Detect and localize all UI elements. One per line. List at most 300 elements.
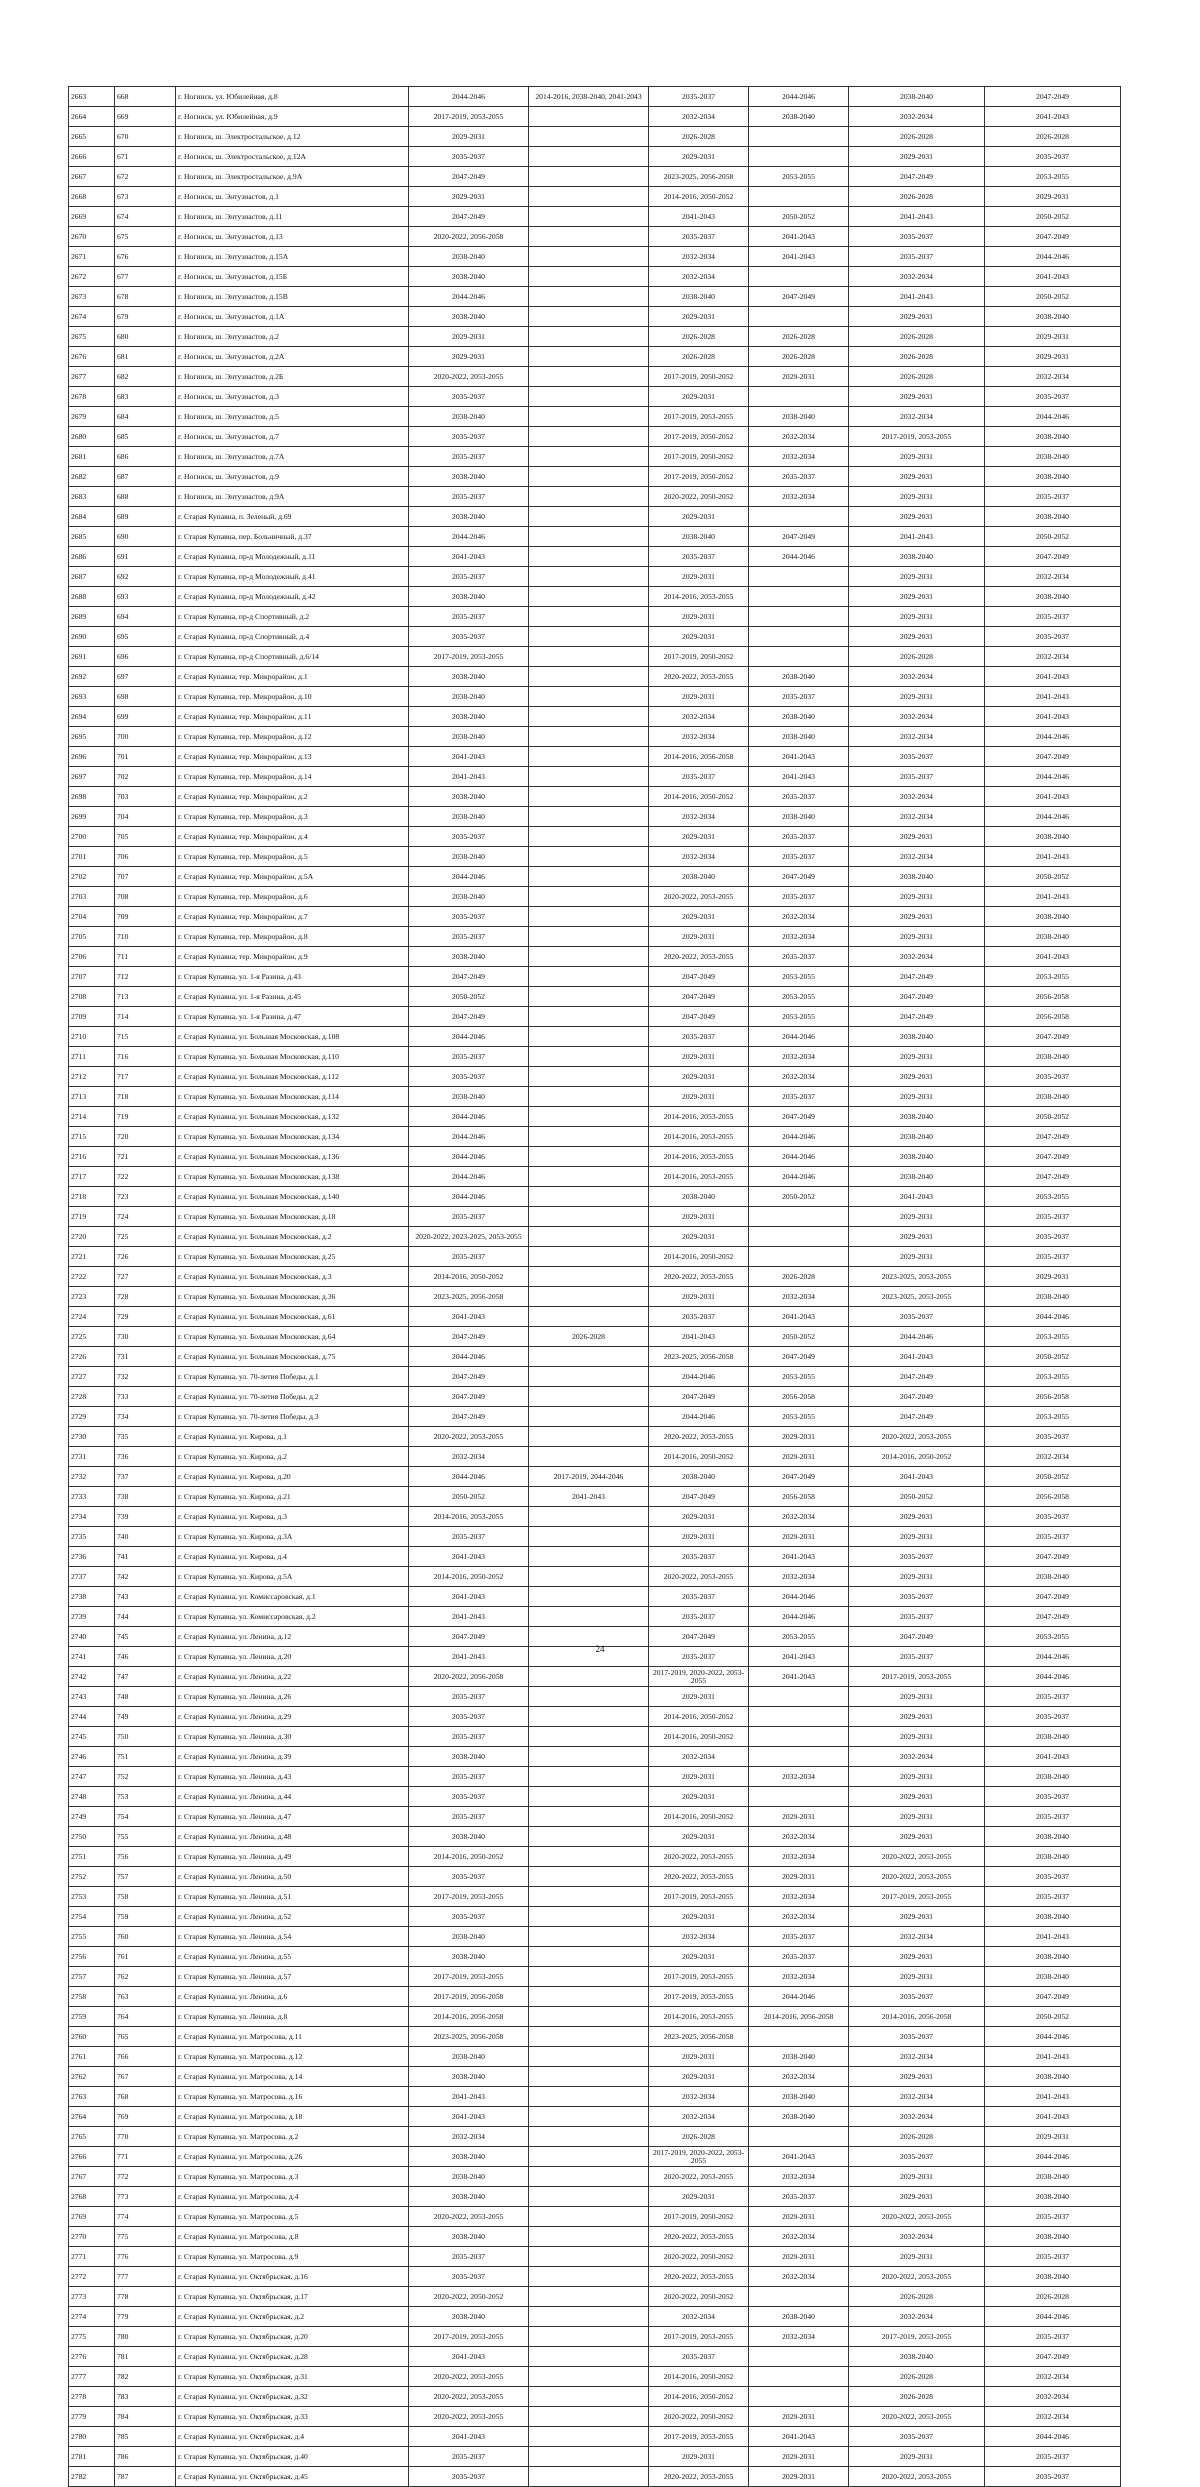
period-col-6-cell: 2032-2034 <box>649 1747 749 1767</box>
table-row <box>69 1007 1121 1027</box>
period-col-4-cell: 2017-2019, 2053-2055 <box>409 647 529 667</box>
period-col-9-cell: 2038-2040 <box>985 1827 1121 1847</box>
period-col-5-cell <box>529 967 649 987</box>
address-cell: г. Старая Купавна, ул. Большая Московская, д.114 <box>176 1087 409 1107</box>
period-col-6-cell: 2029-2031 <box>649 387 749 407</box>
period-col-4-cell: 2038-2040 <box>409 1827 529 1847</box>
house-number-cell: 759 <box>115 1907 176 1927</box>
period-col-8-cell: 2041-2043 <box>849 527 985 547</box>
period-col-8-cell: 2020-2022, 2053-2055 <box>849 2407 985 2427</box>
row-number-cell: 2772 <box>69 2267 115 2287</box>
period-col-8-cell: 2029-2031 <box>849 1947 985 1967</box>
period-col-4-cell: 2029-2031 <box>409 127 529 147</box>
address-cell: г. Старая Купавна, ул. Октябрьская, д.17 <box>176 2287 409 2307</box>
address-cell: г. Старая Купавна, тер. Микрорайон, д.8 <box>176 927 409 947</box>
row-number-cell: 2663 <box>69 87 115 107</box>
period-col-7-cell: 2032-2034 <box>749 907 849 927</box>
period-col-6-cell: 2035-2037 <box>649 767 749 787</box>
house-number-cell: 707 <box>115 867 176 887</box>
row-number-cell: 2699 <box>69 807 115 827</box>
period-col-9-cell: 2038-2040 <box>985 2067 1121 2087</box>
period-col-9-cell: 2047-2049 <box>985 747 1121 767</box>
period-col-8-cell: 2026-2028 <box>849 367 985 387</box>
address-cell: г. Старая Купавна, ул. Октябрьская, д.31 <box>176 2367 409 2387</box>
period-col-7-cell: 2029-2031 <box>749 2447 849 2467</box>
period-col-8-cell: 2035-2037 <box>849 2147 985 2167</box>
table-row <box>69 327 1121 347</box>
period-col-6-cell: 2029-2031 <box>649 1827 749 1847</box>
table-row <box>69 2207 1121 2227</box>
period-col-4-cell: 2029-2031 <box>409 187 529 207</box>
address-cell: г. Старая Купавна, ул. Ленина, д.6 <box>176 1987 409 2007</box>
house-number-cell: 686 <box>115 447 176 467</box>
row-number-cell: 2710 <box>69 1027 115 1047</box>
period-col-5-cell <box>529 2387 649 2407</box>
period-col-4-cell: 2038-2040 <box>409 307 529 327</box>
row-number-cell: 2737 <box>69 1567 115 1587</box>
address-cell: г. Старая Купавна, ул. Большая Московская, д.75 <box>176 1347 409 1367</box>
period-col-5-cell <box>529 2007 649 2027</box>
period-col-4-cell: 2035-2037 <box>409 427 529 447</box>
period-col-8-cell: 2032-2034 <box>849 2227 985 2247</box>
period-col-5-cell <box>529 1407 649 1427</box>
row-number-cell: 2697 <box>69 767 115 787</box>
address-cell: г. Старая Купавна, ул. Большая Московская, д.64 <box>176 1327 409 1347</box>
period-col-8-cell: 2047-2049 <box>849 987 985 1007</box>
period-col-8-cell: 2017-2019, 2053-2055 <box>849 2327 985 2347</box>
period-col-7-cell: 2029-2031 <box>749 1447 849 1467</box>
table-row <box>69 767 1121 787</box>
table-row <box>69 1867 1121 1887</box>
period-col-9-cell: 2050-2052 <box>985 527 1121 547</box>
period-col-5-cell <box>529 787 649 807</box>
period-col-5-cell <box>529 767 649 787</box>
period-col-6-cell: 2020-2022, 2053-2055 <box>649 667 749 687</box>
house-number-cell: 784 <box>115 2407 176 2427</box>
address-cell: г. Старая Купавна, ул. Матросова, д.26 <box>176 2147 409 2167</box>
period-col-5-cell <box>529 127 649 147</box>
period-col-6-cell: 2020-2022, 2053-2055 <box>649 2267 749 2287</box>
table-row <box>69 2247 1121 2267</box>
period-col-5-cell <box>529 1227 649 1247</box>
table-row <box>69 1907 1121 1927</box>
period-col-9-cell: 2038-2040 <box>985 1767 1121 1787</box>
row-number-cell: 2725 <box>69 1327 115 1347</box>
period-col-9-cell: 2056-2058 <box>985 1387 1121 1407</box>
period-col-4-cell: 2044-2046 <box>409 287 529 307</box>
address-cell: г. Старая Купавна, тер. Микрорайон, д.9 <box>176 947 409 967</box>
row-number-cell: 2732 <box>69 1467 115 1487</box>
address-cell: г. Старая Купавна, ул. Комиссаровская, д.1 <box>176 1587 409 1607</box>
table-row <box>69 247 1121 267</box>
period-col-8-cell: 2029-2031 <box>849 827 985 847</box>
period-col-6-cell: 2029-2031 <box>649 2047 749 2067</box>
address-cell: г. Старая Купавна, тер. Микрорайон, д.10 <box>176 687 409 707</box>
period-col-8-cell: 2047-2049 <box>849 1407 985 1427</box>
period-col-9-cell: 2035-2037 <box>985 627 1121 647</box>
period-col-4-cell: 2035-2037 <box>409 1807 529 1827</box>
period-col-8-cell: 2029-2031 <box>849 607 985 627</box>
address-cell: г. Старая Купавна, п. Зеленый, д.69 <box>176 507 409 527</box>
period-col-7-cell: 2050-2052 <box>749 207 849 227</box>
row-number-cell: 2708 <box>69 987 115 1007</box>
period-col-4-cell: 2038-2040 <box>409 587 529 607</box>
table-row <box>69 1707 1121 1727</box>
period-col-8-cell: 2026-2028 <box>849 2367 985 2387</box>
period-col-9-cell: 2053-2055 <box>985 1327 1121 1347</box>
period-col-4-cell: 2038-2040 <box>409 407 529 427</box>
address-cell: г. Старая Купавна, ул. Матросова, д.2 <box>176 2127 409 2147</box>
period-col-9-cell: 2056-2058 <box>985 987 1121 1007</box>
period-col-8-cell: 2035-2037 <box>849 227 985 247</box>
row-number-cell: 2765 <box>69 2127 115 2147</box>
house-number-cell: 773 <box>115 2187 176 2207</box>
period-col-4-cell: 2044-2046 <box>409 1027 529 1047</box>
period-col-9-cell: 2035-2037 <box>985 2467 1121 2487</box>
house-number-cell: 740 <box>115 1527 176 1547</box>
period-col-4-cell: 2047-2049 <box>409 167 529 187</box>
row-number-cell: 2759 <box>69 2007 115 2027</box>
period-col-6-cell: 2017-2019, 2050-2052 <box>649 447 749 467</box>
period-col-5-cell <box>529 2047 649 2067</box>
period-col-5-cell <box>529 1147 649 1167</box>
period-col-5-cell <box>529 1987 649 2007</box>
period-col-8-cell: 2017-2019, 2053-2055 <box>849 1667 985 1687</box>
period-col-9-cell: 2035-2037 <box>985 2247 1121 2267</box>
house-number-cell: 698 <box>115 687 176 707</box>
period-col-8-cell: 2047-2049 <box>849 1627 985 1647</box>
period-col-4-cell: 2041-2043 <box>409 2427 529 2447</box>
table-row <box>69 707 1121 727</box>
address-cell: г. Старая Купавна, ул. Ленина, д.22 <box>176 1667 409 1687</box>
period-col-9-cell: 2038-2040 <box>985 1087 1121 1107</box>
row-number-cell: 2694 <box>69 707 115 727</box>
period-col-6-cell: 2017-2019, 2020-2022, 2053-2055 <box>649 1667 749 1687</box>
period-col-5-cell <box>529 807 649 827</box>
period-col-5-cell <box>529 1907 649 1927</box>
period-col-8-cell: 2035-2037 <box>849 1607 985 1627</box>
period-col-9-cell: 2038-2040 <box>985 587 1121 607</box>
address-cell: г. Старая Купавна, пер. Больничный, д.37 <box>176 527 409 547</box>
address-cell: г. Старая Купавна, ул. Октябрьская, д.40 <box>176 2447 409 2467</box>
period-col-9-cell: 2038-2040 <box>985 307 1121 327</box>
period-col-5-cell <box>529 547 649 567</box>
table-row <box>69 287 1121 307</box>
period-col-9-cell: 2029-2031 <box>985 1267 1121 1287</box>
address-cell: г. Старая Купавна, ул. Ленина, д.20 <box>176 1647 409 1667</box>
period-col-6-cell: 2032-2034 <box>649 1927 749 1947</box>
address-cell: г. Старая Купавна, ул. Ленина, д.8 <box>176 2007 409 2027</box>
house-number-cell: 690 <box>115 527 176 547</box>
period-col-6-cell: 2014-2016, 2050-2052 <box>649 1727 749 1747</box>
row-number-cell: 2701 <box>69 847 115 867</box>
table-row <box>69 1307 1121 1327</box>
period-col-4-cell: 2020-2022, 2050-2052 <box>409 2287 529 2307</box>
period-col-6-cell: 2029-2031 <box>649 1767 749 1787</box>
period-col-6-cell: 2032-2034 <box>649 847 749 867</box>
house-number-cell: 744 <box>115 1607 176 1627</box>
period-col-4-cell: 2047-2049 <box>409 1627 529 1647</box>
table-row <box>69 87 1121 107</box>
address-cell: г. Старая Купавна, ул. Кирова, д.20 <box>176 1467 409 1487</box>
row-number-cell: 2692 <box>69 667 115 687</box>
period-col-4-cell: 2041-2043 <box>409 547 529 567</box>
house-number-cell: 672 <box>115 167 176 187</box>
period-col-8-cell: 2035-2037 <box>849 1587 985 1607</box>
period-col-9-cell: 2047-2049 <box>985 1127 1121 1147</box>
table-row <box>69 2287 1121 2307</box>
period-col-4-cell: 2044-2046 <box>409 867 529 887</box>
period-col-8-cell: 2029-2031 <box>849 2067 985 2087</box>
period-col-5-cell: 2041-2043 <box>529 1487 649 1507</box>
period-col-7-cell: 2056-2058 <box>749 1387 849 1407</box>
period-col-9-cell: 2026-2028 <box>985 2287 1121 2307</box>
house-number-cell: 724 <box>115 1207 176 1227</box>
row-number-cell: 2735 <box>69 1527 115 1547</box>
period-col-5-cell <box>529 2367 649 2387</box>
table-row <box>69 1767 1121 1787</box>
house-number-cell: 765 <box>115 2027 176 2047</box>
house-number-cell: 704 <box>115 807 176 827</box>
period-col-7-cell: 2053-2055 <box>749 167 849 187</box>
period-col-5-cell <box>529 1307 649 1327</box>
period-col-7-cell: 2032-2034 <box>749 2267 849 2287</box>
house-number-cell: 775 <box>115 2227 176 2247</box>
period-col-6-cell: 2047-2049 <box>649 967 749 987</box>
period-col-4-cell: 2047-2049 <box>409 967 529 987</box>
period-col-4-cell: 2041-2043 <box>409 1307 529 1327</box>
house-number-cell: 668 <box>115 87 176 107</box>
period-col-6-cell: 2029-2031 <box>649 1687 749 1707</box>
period-col-7-cell: 2044-2046 <box>749 1167 849 1187</box>
period-col-4-cell: 2017-2019, 2056-2058 <box>409 1987 529 2007</box>
table-row <box>69 2227 1121 2247</box>
address-cell: г. Старая Купавна, ул. 1-я Разина, д.43 <box>176 967 409 987</box>
table-row <box>69 527 1121 547</box>
address-cell: г. Старая Купавна, ул. Ленина, д.48 <box>176 1827 409 1847</box>
period-col-5-cell <box>529 607 649 627</box>
period-col-9-cell: 2041-2043 <box>985 1747 1121 1767</box>
period-col-7-cell <box>749 1727 849 1747</box>
period-col-5-cell <box>529 1387 649 1407</box>
period-col-8-cell: 2035-2037 <box>849 747 985 767</box>
period-col-7-cell: 2053-2055 <box>749 1627 849 1647</box>
period-col-7-cell: 2038-2040 <box>749 2047 849 2067</box>
period-col-4-cell: 2047-2049 <box>409 1327 529 1347</box>
period-col-5-cell <box>529 667 649 687</box>
row-number-cell: 2702 <box>69 867 115 887</box>
table-row <box>69 1567 1121 1587</box>
period-col-9-cell: 2047-2049 <box>985 1587 1121 1607</box>
table-row <box>69 2167 1121 2187</box>
table-row <box>69 1527 1121 1547</box>
house-number-cell: 684 <box>115 407 176 427</box>
row-number-cell: 2707 <box>69 967 115 987</box>
period-col-9-cell: 2035-2037 <box>985 487 1121 507</box>
period-col-4-cell: 2044-2046 <box>409 1347 529 1367</box>
house-number-cell: 771 <box>115 2147 176 2167</box>
period-col-4-cell: 2038-2040 <box>409 687 529 707</box>
period-col-4-cell: 2035-2037 <box>409 1047 529 1067</box>
address-cell: г. Ногинск, ш. Энтузиастов, д.2Б <box>176 367 409 387</box>
period-col-8-cell: 2014-2016, 2050-2052 <box>849 1447 985 1467</box>
period-col-4-cell: 2035-2037 <box>409 1207 529 1227</box>
period-col-6-cell: 2017-2019, 2050-2052 <box>649 467 749 487</box>
row-number-cell: 2675 <box>69 327 115 347</box>
period-col-9-cell: 2047-2049 <box>985 2347 1121 2367</box>
table-row <box>69 1847 1121 1867</box>
period-col-4-cell: 2041-2043 <box>409 2347 529 2367</box>
period-col-5-cell <box>529 1027 649 1047</box>
period-col-4-cell: 2035-2037 <box>409 2267 529 2287</box>
period-col-4-cell: 2035-2037 <box>409 1247 529 1267</box>
period-col-9-cell: 2032-2034 <box>985 2387 1121 2407</box>
address-cell: г. Старая Купавна, тер. Микрорайон, д.5А <box>176 867 409 887</box>
house-number-cell: 761 <box>115 1947 176 1967</box>
table-row <box>69 127 1121 147</box>
period-col-5-cell <box>529 167 649 187</box>
period-col-8-cell: 2032-2034 <box>849 1927 985 1947</box>
period-col-7-cell <box>749 2387 849 2407</box>
period-col-7-cell: 2050-2052 <box>749 1187 849 1207</box>
house-number-cell: 716 <box>115 1047 176 1067</box>
period-col-9-cell: 2038-2040 <box>985 1907 1121 1927</box>
period-col-8-cell: 2029-2031 <box>849 907 985 927</box>
address-cell: г. Ногинск, ш. Электростальское, д.9А <box>176 167 409 187</box>
period-col-5-cell <box>529 507 649 527</box>
period-col-6-cell: 2014-2016, 2053-2055 <box>649 1127 749 1147</box>
house-number-cell: 762 <box>115 1967 176 1987</box>
row-number-cell: 2690 <box>69 627 115 647</box>
row-number-cell: 2664 <box>69 107 115 127</box>
period-col-8-cell: 2026-2028 <box>849 347 985 367</box>
period-col-6-cell: 2047-2049 <box>649 1487 749 1507</box>
period-col-7-cell: 2038-2040 <box>749 807 849 827</box>
period-col-7-cell: 2041-2043 <box>749 2147 849 2167</box>
period-col-7-cell: 2044-2046 <box>749 1987 849 2007</box>
period-col-7-cell: 2053-2055 <box>749 1407 849 1427</box>
period-col-7-cell: 2014-2016, 2056-2058 <box>749 2007 849 2027</box>
period-col-4-cell: 2038-2040 <box>409 807 529 827</box>
period-col-7-cell <box>749 567 849 587</box>
period-col-8-cell: 2029-2031 <box>849 1087 985 1107</box>
address-cell: г. Старая Купавна, тер. Микрорайон, д.12 <box>176 727 409 747</box>
period-col-6-cell: 2032-2034 <box>649 2087 749 2107</box>
period-col-7-cell: 2032-2034 <box>749 1967 849 1987</box>
period-col-7-cell: 2047-2049 <box>749 287 849 307</box>
period-col-4-cell: 2035-2037 <box>409 1867 529 1887</box>
row-number-cell: 2689 <box>69 607 115 627</box>
period-col-4-cell: 2035-2037 <box>409 1707 529 1727</box>
period-col-8-cell: 2032-2034 <box>849 807 985 827</box>
table-row <box>69 2127 1121 2147</box>
period-col-9-cell: 2035-2037 <box>985 1527 1121 1547</box>
period-col-5-cell <box>529 1527 649 1547</box>
house-number-cell: 685 <box>115 427 176 447</box>
period-col-7-cell: 2029-2031 <box>749 1427 849 1447</box>
period-col-5-cell <box>529 427 649 447</box>
period-col-5-cell <box>529 307 649 327</box>
house-number-cell: 671 <box>115 147 176 167</box>
period-col-9-cell: 2047-2049 <box>985 1987 1121 2007</box>
table-row <box>69 2027 1121 2047</box>
period-col-5-cell <box>529 1867 649 1887</box>
period-col-7-cell: 2032-2034 <box>749 1827 849 1847</box>
period-col-6-cell: 2017-2019, 2053-2055 <box>649 407 749 427</box>
period-col-9-cell: 2032-2034 <box>985 367 1121 387</box>
period-col-4-cell: 2038-2040 <box>409 787 529 807</box>
row-number-cell: 2672 <box>69 267 115 287</box>
address-cell: г. Старая Купавна, ул. Большая Московская, д.18 <box>176 1207 409 1227</box>
house-number-cell: 750 <box>115 1727 176 1747</box>
period-col-9-cell: 2035-2037 <box>985 387 1121 407</box>
table-row <box>69 2407 1121 2427</box>
period-col-8-cell: 2044-2046 <box>849 1327 985 1347</box>
period-col-4-cell: 2038-2040 <box>409 727 529 747</box>
period-col-7-cell: 2044-2046 <box>749 1147 849 1167</box>
period-col-8-cell: 2032-2034 <box>849 267 985 287</box>
table-row <box>69 867 1121 887</box>
row-number-cell: 2777 <box>69 2367 115 2387</box>
period-col-9-cell: 2041-2043 <box>985 2087 1121 2107</box>
house-number-cell: 754 <box>115 1807 176 1827</box>
row-number-cell: 2681 <box>69 447 115 467</box>
row-number-cell: 2779 <box>69 2407 115 2427</box>
period-col-4-cell: 2017-2019, 2053-2055 <box>409 107 529 127</box>
table-row <box>69 2007 1121 2027</box>
period-col-9-cell: 2035-2037 <box>985 1707 1121 1727</box>
period-col-9-cell: 2050-2052 <box>985 1467 1121 1487</box>
address-cell: г. Старая Купавна, ул. 1-я Разина, д.45 <box>176 987 409 1007</box>
period-col-4-cell: 2047-2049 <box>409 1407 529 1427</box>
period-col-6-cell: 2029-2031 <box>649 827 749 847</box>
row-number-cell: 2758 <box>69 1987 115 2007</box>
period-col-5-cell <box>529 927 649 947</box>
period-col-4-cell: 2038-2040 <box>409 847 529 867</box>
period-col-7-cell: 2041-2043 <box>749 1307 849 1327</box>
period-col-8-cell: 2032-2034 <box>849 1747 985 1767</box>
period-col-7-cell: 2044-2046 <box>749 1587 849 1607</box>
house-number-cell: 703 <box>115 787 176 807</box>
period-col-9-cell: 2044-2046 <box>985 1307 1121 1327</box>
period-col-4-cell: 2020-2022, 2053-2055 <box>409 2207 529 2227</box>
period-col-4-cell: 2047-2049 <box>409 207 529 227</box>
period-col-8-cell: 2029-2031 <box>849 1247 985 1267</box>
table-row <box>69 2427 1121 2447</box>
house-number-cell: 728 <box>115 1287 176 1307</box>
period-col-8-cell: 2032-2034 <box>849 707 985 727</box>
period-col-5-cell <box>529 847 649 867</box>
address-cell: г. Старая Купавна, ул. 70-летия Победы, д.2 <box>176 1387 409 1407</box>
table-row <box>69 107 1121 127</box>
period-col-9-cell: 2047-2049 <box>985 1167 1121 1187</box>
period-col-4-cell: 2035-2037 <box>409 147 529 167</box>
row-number-cell: 2751 <box>69 1847 115 1867</box>
period-col-7-cell: 2041-2043 <box>749 247 849 267</box>
period-col-5-cell <box>529 867 649 887</box>
period-col-4-cell: 2038-2040 <box>409 267 529 287</box>
period-col-9-cell: 2038-2040 <box>985 447 1121 467</box>
period-col-7-cell: 2044-2046 <box>749 1607 849 1627</box>
table-row <box>69 1987 1121 2007</box>
row-number-cell: 2750 <box>69 1827 115 1847</box>
period-col-5-cell <box>529 207 649 227</box>
period-col-4-cell: 2038-2040 <box>409 2047 529 2067</box>
period-col-5-cell <box>529 1787 649 1807</box>
register-table <box>68 86 1121 2487</box>
period-col-7-cell: 2029-2031 <box>749 1867 849 1887</box>
period-col-9-cell: 2041-2043 <box>985 707 1121 727</box>
